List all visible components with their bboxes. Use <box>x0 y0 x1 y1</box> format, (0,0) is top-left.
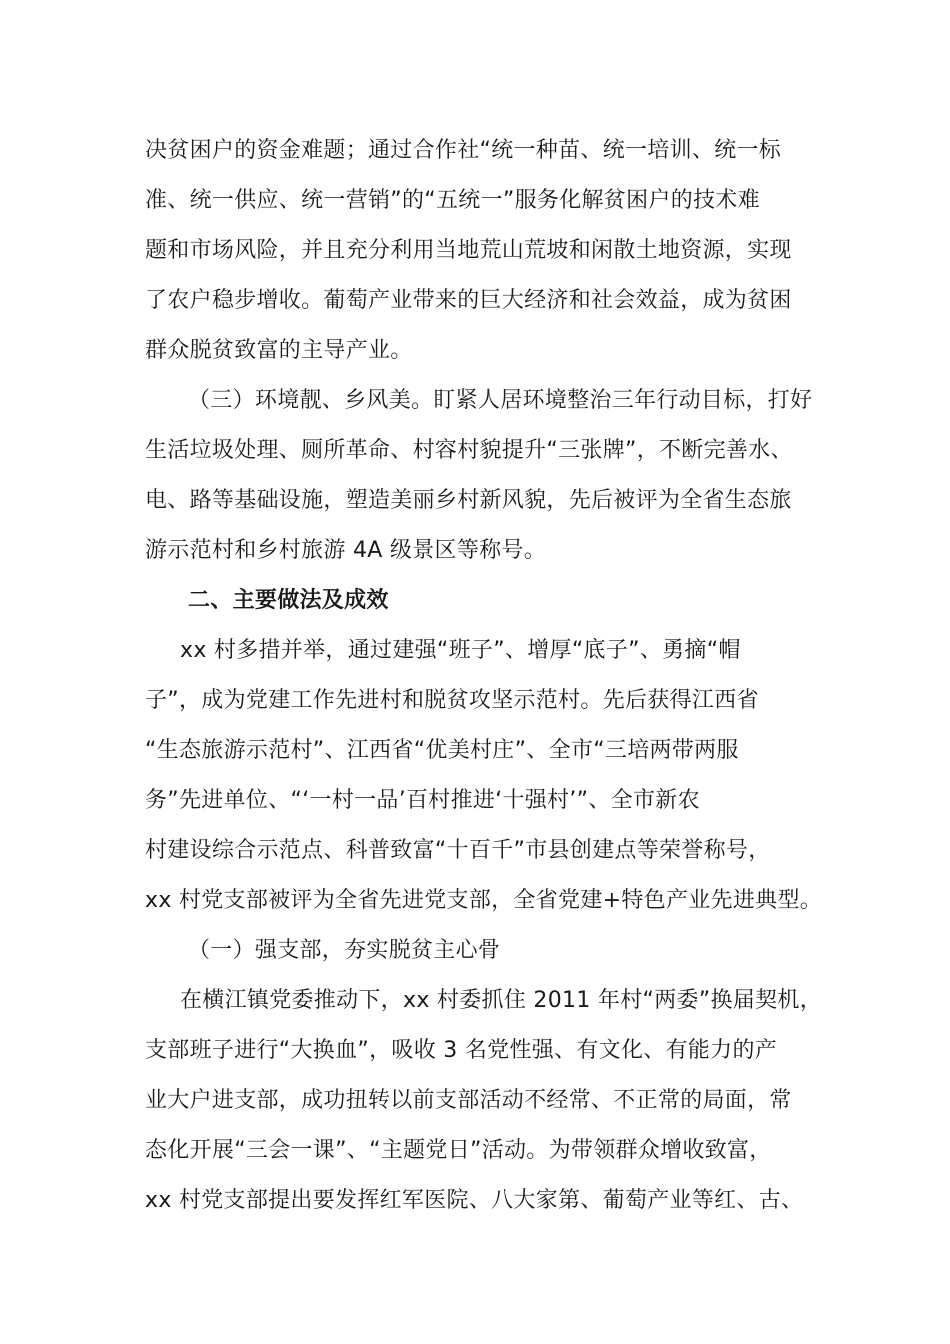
paragraph-line: 群众脱贫致富的主导产业。 <box>145 338 413 363</box>
paragraph-line: 电、路等基础设施，塑造美丽乡村新风貌，先后被评为全省生态旅 <box>145 488 792 513</box>
paragraph-line: 游示范村和乡村旅游 4A 级景区等称号。 <box>145 538 547 563</box>
paragraph-line: 准、统一供应、统一营销”的“五统一”服务化解贫困户的技术难 <box>145 188 760 213</box>
section-heading: 二、主要做法及成效 <box>188 588 389 613</box>
paragraph-line: 务”先进单位、“‘一村一品’百村推进‘十强村’”、全市新农 <box>145 788 700 813</box>
paragraph-line: 村建设综合示范点、科普致富“十百千”市县创建点等荣誉称号， <box>145 838 771 863</box>
paragraph-line: 决贫困户的资金难题；通过合作社“统一种苗、统一培训、统一标 <box>145 138 782 163</box>
paragraph-line: 题和市场风险，并且充分利用当地荒山荒坡和闲散土地资源，实现 <box>145 238 792 263</box>
paragraph-line: xx 村党支部被评为全省先进党支部，全省党建+特色产业先进典型。 <box>145 888 823 913</box>
paragraph-line: 生活垃圾处理、厕所革命、村容村貌提升“三张牌”，不断完善水、 <box>145 438 793 463</box>
subsection-heading: （一）强支部，夯实脱贫主心骨 <box>188 938 501 963</box>
paragraph-line: xx 村多措并举，通过建强“班子”、增厚“底子”、勇摘“帽 <box>180 638 741 663</box>
paragraph-line: 业大户进支部，成功扭转以前支部活动不经常、不正常的局面，常 <box>145 1088 792 1113</box>
paragraph-line: 态化开展“三会一课”、“主题党日”活动。为带领群众增收致富， <box>145 1138 772 1163</box>
paragraph-line: xx 村党支部提出要发挥红军医院、八大家第、葡萄产业等红、古、 <box>145 1188 804 1213</box>
paragraph-line: （三）环境靓、乡风美。盯紧人居环境整治三年行动目标，打好 <box>188 388 813 413</box>
paragraph-line: 子”，成为党建工作先进村和脱贫攻坚示范村。先后获得江西省 <box>145 688 759 713</box>
paragraph-line: “生态旅游示范村”、江西省“优美村庄”、全市“三培两带两服 <box>145 738 739 763</box>
paragraph-line: 在横江镇党委推动下，xx 村委抓住 2011 年村“两委”换届契机， <box>180 988 823 1013</box>
paragraph-line: 支部班子进行“大换血”，吸收 3 名党性强、有文化、有能力的产 <box>145 1038 778 1063</box>
paragraph-line: 了农户稳步增收。葡萄产业带来的巨大经济和社会效益，成为贫困 <box>145 288 792 313</box>
